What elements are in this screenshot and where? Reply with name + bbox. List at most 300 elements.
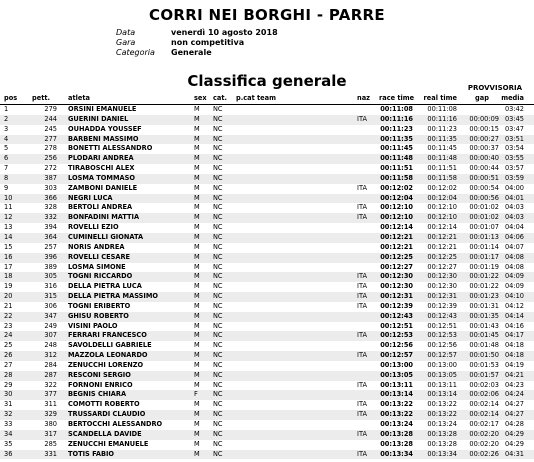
cell-gap: 00:01:22 (469, 272, 499, 281)
cell-bib: 380 (44, 420, 57, 428)
cell-category: NC (213, 262, 223, 271)
table-row (0, 263, 534, 273)
table-row (0, 194, 534, 204)
cell-sex: M (194, 341, 200, 350)
cell-category: NC (213, 223, 223, 232)
cell-pace: 04:03 (504, 203, 524, 212)
cell-race-time: 00:12:21 (380, 242, 413, 251)
cell-pos: 12 (4, 213, 13, 222)
cell-race-time: 00:11:35 (380, 134, 413, 143)
cell-gap: 00:01:50 (469, 351, 499, 360)
cell-category: NC (213, 154, 223, 163)
cell-pace: 03:59 (504, 173, 524, 182)
cell-pace: 04:00 (504, 183, 524, 192)
cell-category: NC (213, 213, 223, 222)
cell-pace: 03:51 (504, 134, 524, 143)
cell-pos: 14 (4, 232, 13, 241)
cell-athlete: ZENUCCHI EMANUELE (68, 439, 149, 448)
cell-category: NC (213, 331, 223, 340)
cell-pos: 6 (4, 154, 9, 163)
cell-race-time: 00:12:51 (380, 321, 413, 330)
cell-pace: 04:27 (504, 410, 524, 419)
cell-athlete: ROVELLI CESARE (68, 252, 131, 261)
cell-gap: 00:00:54 (469, 183, 499, 192)
table-header (0, 94, 534, 105)
cell-pos: 1 (4, 105, 9, 113)
table-row (0, 390, 534, 400)
cell-bib: 328 (44, 203, 57, 212)
cell-pace: 04:21 (504, 370, 524, 379)
cell-athlete: TRUSSARDI CLAUDIO (68, 410, 146, 419)
cell-pace: 04:03 (504, 213, 524, 222)
table-row (0, 184, 534, 194)
cell-pace: 04:29 (504, 429, 524, 438)
cell-pace: 04:08 (504, 262, 524, 271)
cell-race-time: 00:12:43 (380, 311, 413, 320)
cell-real-time: 00:12:30 (427, 282, 457, 291)
cell-gap: 00:02:06 (469, 390, 499, 399)
cell-race-time: 00:11:16 (380, 114, 413, 123)
table-row (0, 302, 534, 312)
cell-pace: 03:45 (504, 114, 524, 123)
cell-category: NC (213, 301, 223, 310)
cell-category: NC (213, 351, 223, 360)
cell-category: NC (213, 203, 223, 212)
cell-nation: ITA (357, 410, 367, 419)
cell-pos: 20 (4, 292, 13, 301)
cell-athlete: BEGNIS CHIARA (68, 390, 127, 399)
cell-athlete: ZENUCCHI LORENZO (68, 360, 144, 369)
cell-real-time: 00:12:43 (427, 311, 457, 320)
cell-bib: 394 (44, 223, 57, 232)
cell-bib: 285 (44, 439, 57, 448)
cell-sex: M (194, 213, 200, 222)
cell-race-time: 00:13:28 (380, 439, 413, 448)
cell-gap: 00:02:14 (469, 410, 499, 419)
table-row (0, 312, 534, 322)
cell-real-time: 00:13:28 (427, 439, 457, 448)
cell-bib: 249 (44, 321, 57, 330)
cell-race-time: 00:13:28 (380, 429, 413, 438)
cell-pace: 04:18 (504, 351, 524, 360)
table-row (0, 105, 534, 115)
cell-real-time: 00:12:57 (427, 351, 457, 360)
cell-category: NC (213, 311, 223, 320)
cell-race-time: 00:11:51 (380, 164, 413, 173)
cell-sex: M (194, 154, 200, 163)
table-row (0, 430, 534, 440)
cell-sex: M (194, 203, 200, 212)
cell-athlete: COMOTTI ROBERTO (68, 400, 140, 409)
cell-gap: 00:01:48 (469, 341, 499, 350)
meta-label: Categoria (116, 48, 155, 57)
cell-pos: 28 (4, 370, 13, 379)
cell-race-time: 00:13:14 (380, 390, 413, 399)
cell-sex: M (194, 400, 200, 409)
cell-pos: 4 (4, 134, 9, 143)
cell-gap: 00:00:44 (469, 164, 499, 173)
cell-athlete: BARBENI MASSIMO (68, 134, 139, 143)
cell-athlete: TOTIS FABIO (68, 449, 115, 458)
cell-pos: 24 (4, 331, 13, 340)
cell-category: NC (213, 439, 223, 448)
table-row (0, 213, 534, 223)
cell-race-time: 00:13:11 (380, 380, 413, 389)
cell-athlete: GHISU ROBERTO (68, 311, 129, 320)
cell-bib: 329 (44, 410, 57, 419)
cell-bib: 303 (44, 183, 57, 192)
cell-real-time: 00:13:22 (427, 400, 457, 409)
cell-bib: 332 (44, 213, 57, 222)
cell-athlete: TOGNI RICCARDO (68, 272, 133, 281)
cell-gap: 00:00:40 (469, 154, 499, 163)
cell-sex: M (194, 193, 200, 202)
header-real-time: real time (423, 94, 457, 102)
cell-sex: M (194, 124, 200, 133)
cell-real-time: 00:12:56 (427, 341, 457, 350)
cell-real-time: 00:12:02 (427, 183, 457, 192)
table-row (0, 351, 534, 361)
cell-pace: 04:23 (504, 380, 524, 389)
cell-race-time: 00:12:02 (380, 183, 413, 192)
cell-category: NC (213, 410, 223, 419)
cell-nation: ITA (357, 282, 367, 291)
status-label: PROVVISORIA (467, 84, 522, 92)
cell-pace: 04:17 (504, 331, 524, 340)
cell-gap: 00:00:37 (469, 144, 499, 153)
cell-gap: 00:02:14 (469, 400, 499, 409)
cell-category: NC (213, 321, 223, 330)
cell-nation: ITA (357, 380, 367, 389)
cell-athlete: TOGNI ERIBERTO (68, 301, 131, 310)
cell-bib: 277 (44, 134, 57, 143)
cell-bib: 364 (44, 232, 57, 241)
cell-real-time: 00:12:31 (427, 292, 457, 301)
cell-athlete: MAZZOLA LEONARDO (68, 351, 148, 360)
cell-real-time: 00:12:25 (427, 252, 457, 261)
cell-real-time: 00:12:39 (427, 301, 457, 310)
cell-bib: 305 (44, 272, 57, 281)
cell-pos: 9 (4, 183, 9, 192)
cell-bib: 257 (44, 242, 57, 251)
cell-pos: 29 (4, 380, 13, 389)
cell-pace: 04:16 (504, 321, 524, 330)
cell-race-time: 00:12:53 (380, 331, 413, 340)
cell-race-time: 00:12:30 (380, 272, 413, 281)
cell-sex: M (194, 114, 200, 123)
cell-sex: M (194, 292, 200, 301)
cell-real-time: 00:11:48 (427, 154, 457, 163)
cell-real-time: 00:12:04 (427, 193, 457, 202)
table-row (0, 125, 534, 135)
header-gap: gap (475, 94, 489, 102)
cell-race-time: 00:12:04 (380, 193, 413, 202)
cell-category: NC (213, 360, 223, 369)
cell-pace: 04:01 (504, 193, 524, 202)
cell-sex: M (194, 164, 200, 173)
cell-nation: ITA (357, 292, 367, 301)
cell-race-time: 00:11:58 (380, 173, 413, 182)
cell-athlete: NORIS ANDREA (68, 242, 125, 251)
cell-race-time: 00:12:56 (380, 341, 413, 350)
cell-gap: 00:02:20 (469, 429, 499, 438)
cell-gap: 00:01:31 (469, 301, 499, 310)
cell-category: NC (213, 449, 223, 458)
cell-pos: 8 (4, 173, 9, 182)
header-pett: pett. (32, 94, 51, 102)
cell-pos: 18 (4, 272, 13, 281)
meta-row-category (116, 48, 278, 58)
meta-label: Data (116, 28, 136, 37)
table-row (0, 243, 534, 253)
cell-bib: 317 (44, 429, 57, 438)
cell-bib: 248 (44, 341, 57, 350)
cell-pos: 23 (4, 321, 13, 330)
cell-gap: 00:01:17 (469, 252, 499, 261)
table-row (0, 292, 534, 302)
cell-pos: 19 (4, 282, 13, 291)
cell-athlete: ORSINI EMANUELE (68, 105, 137, 113)
table-row (0, 331, 534, 341)
cell-sex: M (194, 223, 200, 232)
cell-athlete: VISINI PAOLO (68, 321, 118, 330)
cell-athlete: FERRARI FRANCESCO (68, 331, 147, 340)
cell-real-time: 00:13:22 (427, 410, 457, 419)
cell-real-time: 00:13:11 (427, 380, 457, 389)
cell-gap: 00:01:19 (469, 262, 499, 271)
cell-athlete: ROVELLI EZIO (68, 223, 119, 232)
cell-sex: M (194, 360, 200, 369)
cell-race-time: 00:13:22 (380, 400, 413, 409)
cell-race-time: 00:13:34 (380, 449, 413, 458)
cell-sex: M (194, 311, 200, 320)
cell-pos: 26 (4, 351, 13, 360)
cell-athlete: BERTOCCHI ALESSANDRO (68, 420, 163, 428)
table-row (0, 253, 534, 263)
cell-bib: 307 (44, 331, 57, 340)
cell-pace: 04:06 (504, 232, 524, 241)
cell-athlete: LOSMA SIMONE (68, 262, 126, 271)
cell-pace: 04:08 (504, 252, 524, 261)
cell-sex: M (194, 242, 200, 251)
header-athlete: atleta (68, 94, 90, 102)
header-media: media (501, 94, 524, 102)
cell-bib: 272 (44, 164, 57, 173)
cell-pos: 2 (4, 114, 9, 123)
table-row (0, 223, 534, 233)
cell-pos: 13 (4, 223, 13, 232)
cell-bib: 306 (44, 301, 57, 310)
cell-pos: 16 (4, 252, 13, 261)
cell-nation: ITA (357, 301, 367, 310)
cell-nation: ITA (357, 429, 367, 438)
cell-gap: 00:00:27 (469, 134, 499, 143)
cell-category: NC (213, 124, 223, 133)
cell-pace: 04:24 (504, 390, 524, 399)
results-table (0, 105, 534, 459)
cell-sex: M (194, 282, 200, 291)
cell-race-time: 00:11:08 (380, 105, 413, 113)
cell-bib: 256 (44, 154, 57, 163)
cell-bib: 287 (44, 370, 57, 379)
cell-real-time: 00:12:10 (427, 203, 457, 212)
cell-race-time: 00:12:10 (380, 213, 413, 222)
cell-athlete: TIRABOSCHI ALEX (68, 164, 135, 173)
cell-category: NC (213, 252, 223, 261)
cell-sex: M (194, 351, 200, 360)
cell-category: NC (213, 380, 223, 389)
cell-bib: 279 (44, 105, 57, 113)
cell-real-time: 00:11:16 (427, 114, 457, 123)
cell-nation: ITA (357, 351, 367, 360)
cell-sex: M (194, 449, 200, 458)
cell-pace: 03:57 (504, 164, 524, 173)
cell-pace: 03:54 (504, 144, 524, 153)
cell-athlete: GUERINI DANIEL (68, 114, 129, 123)
cell-pos: 10 (4, 193, 13, 202)
cell-real-time: 00:13:34 (427, 449, 457, 458)
cell-pos: 7 (4, 164, 9, 173)
cell-sex: M (194, 252, 200, 261)
cell-bib: 347 (44, 311, 57, 320)
cell-pos: 22 (4, 311, 13, 320)
cell-sex: F (194, 390, 198, 399)
cell-sex: M (194, 272, 200, 281)
cell-bib: 315 (44, 292, 57, 301)
table-row (0, 450, 534, 460)
cell-athlete: LOSMA TOMMASO (68, 173, 135, 182)
cell-real-time: 00:11:58 (427, 173, 457, 182)
cell-gap: 00:01:45 (469, 331, 499, 340)
cell-category: NC (213, 272, 223, 281)
cell-gap: 00:02:17 (469, 420, 499, 428)
cell-gap: 00:00:56 (469, 193, 499, 202)
cell-category: NC (213, 370, 223, 379)
table-row (0, 115, 534, 125)
cell-real-time: 00:13:14 (427, 390, 457, 399)
cell-race-time: 00:12:39 (380, 301, 413, 310)
header-nation: naz (357, 94, 370, 102)
meta-value: venerdì 10 agosto 2018 (171, 28, 278, 37)
cell-sex: M (194, 144, 200, 153)
cell-nation: ITA (357, 203, 367, 212)
cell-pace: 04:09 (504, 272, 524, 281)
header-cat: cat. (213, 94, 228, 102)
cell-real-time: 00:13:24 (427, 420, 457, 428)
cell-gap: 00:01:02 (469, 203, 499, 212)
cell-sex: M (194, 420, 200, 428)
cell-real-time: 00:13:00 (427, 360, 457, 369)
cell-sex: M (194, 301, 200, 310)
cell-nation: ITA (357, 183, 367, 192)
cell-athlete: DELLA PIETRA LUCA (68, 282, 142, 291)
cell-pace: 04:19 (504, 360, 524, 369)
cell-sex: M (194, 410, 200, 419)
cell-sex: M (194, 134, 200, 143)
event-meta (116, 28, 278, 58)
cell-pos: 35 (4, 439, 13, 448)
cell-gap: 00:01:35 (469, 311, 499, 320)
cell-pos: 11 (4, 203, 13, 212)
cell-race-time: 00:12:27 (380, 262, 413, 271)
cell-gap: 00:00:15 (469, 124, 499, 133)
cell-nation: ITA (357, 331, 367, 340)
cell-real-time: 00:11:35 (427, 134, 457, 143)
cell-category: NC (213, 144, 223, 153)
cell-sex: M (194, 232, 200, 241)
cell-athlete: SCANDELLA DAVIDE (68, 429, 142, 438)
cell-gap: 00:02:20 (469, 439, 499, 448)
cell-nation: ITA (357, 114, 367, 123)
cell-sex: M (194, 105, 200, 113)
cell-sex: M (194, 429, 200, 438)
table-row (0, 282, 534, 292)
cell-pos: 32 (4, 410, 13, 419)
cell-sex: M (194, 183, 200, 192)
cell-real-time: 00:11:23 (427, 124, 457, 133)
cell-pace: 04:18 (504, 341, 524, 350)
cell-race-time: 00:12:14 (380, 223, 413, 232)
cell-pace: 03:47 (504, 124, 524, 133)
cell-category: NC (213, 341, 223, 350)
table-row (0, 410, 534, 420)
table-row (0, 174, 534, 184)
cell-athlete: SAVOLDELLI GABRIELE (68, 341, 152, 350)
cell-nation: ITA (357, 213, 367, 222)
cell-gap: 00:01:02 (469, 213, 499, 222)
cell-gap: 00:01:13 (469, 232, 499, 241)
cell-category: NC (213, 292, 223, 301)
cell-athlete: NEGRI LUCA (68, 193, 113, 202)
cell-category: NC (213, 193, 223, 202)
header-race-time: race time (379, 94, 415, 102)
cell-pos: 25 (4, 341, 13, 350)
table-row (0, 135, 534, 145)
cell-pace: 04:07 (504, 242, 524, 251)
cell-bib: 331 (44, 449, 57, 458)
cell-real-time: 00:12:30 (427, 272, 457, 281)
cell-nation: ITA (357, 272, 367, 281)
table-row (0, 371, 534, 381)
cell-category: NC (213, 282, 223, 291)
table-row (0, 164, 534, 174)
cell-athlete: BERTOLI ANDREA (68, 203, 133, 212)
cell-real-time: 00:11:51 (427, 164, 457, 173)
cell-pace: 04:31 (504, 449, 524, 458)
table-row (0, 420, 534, 430)
cell-sex: M (194, 439, 200, 448)
cell-race-time: 00:11:48 (380, 154, 413, 163)
table-row (0, 400, 534, 410)
cell-bib: 245 (44, 124, 57, 133)
cell-bib: 316 (44, 282, 57, 291)
cell-nation: ITA (357, 449, 367, 458)
cell-athlete: PLODARI ANDREA (68, 154, 134, 163)
cell-gap: 00:00:51 (469, 173, 499, 182)
cell-bib: 312 (44, 351, 57, 360)
cell-real-time: 00:12:51 (427, 321, 457, 330)
cell-gap: 00:01:57 (469, 370, 499, 379)
cell-sex: M (194, 331, 200, 340)
cell-pace: 04:27 (504, 400, 524, 409)
cell-category: NC (213, 164, 223, 173)
cell-category: NC (213, 134, 223, 143)
classification-title: Classifica generale (187, 72, 347, 90)
cell-race-time: 00:13:00 (380, 360, 413, 369)
cell-pace: 04:12 (504, 301, 524, 310)
cell-real-time: 00:12:21 (427, 242, 457, 251)
cell-pace: 04:14 (504, 311, 524, 320)
